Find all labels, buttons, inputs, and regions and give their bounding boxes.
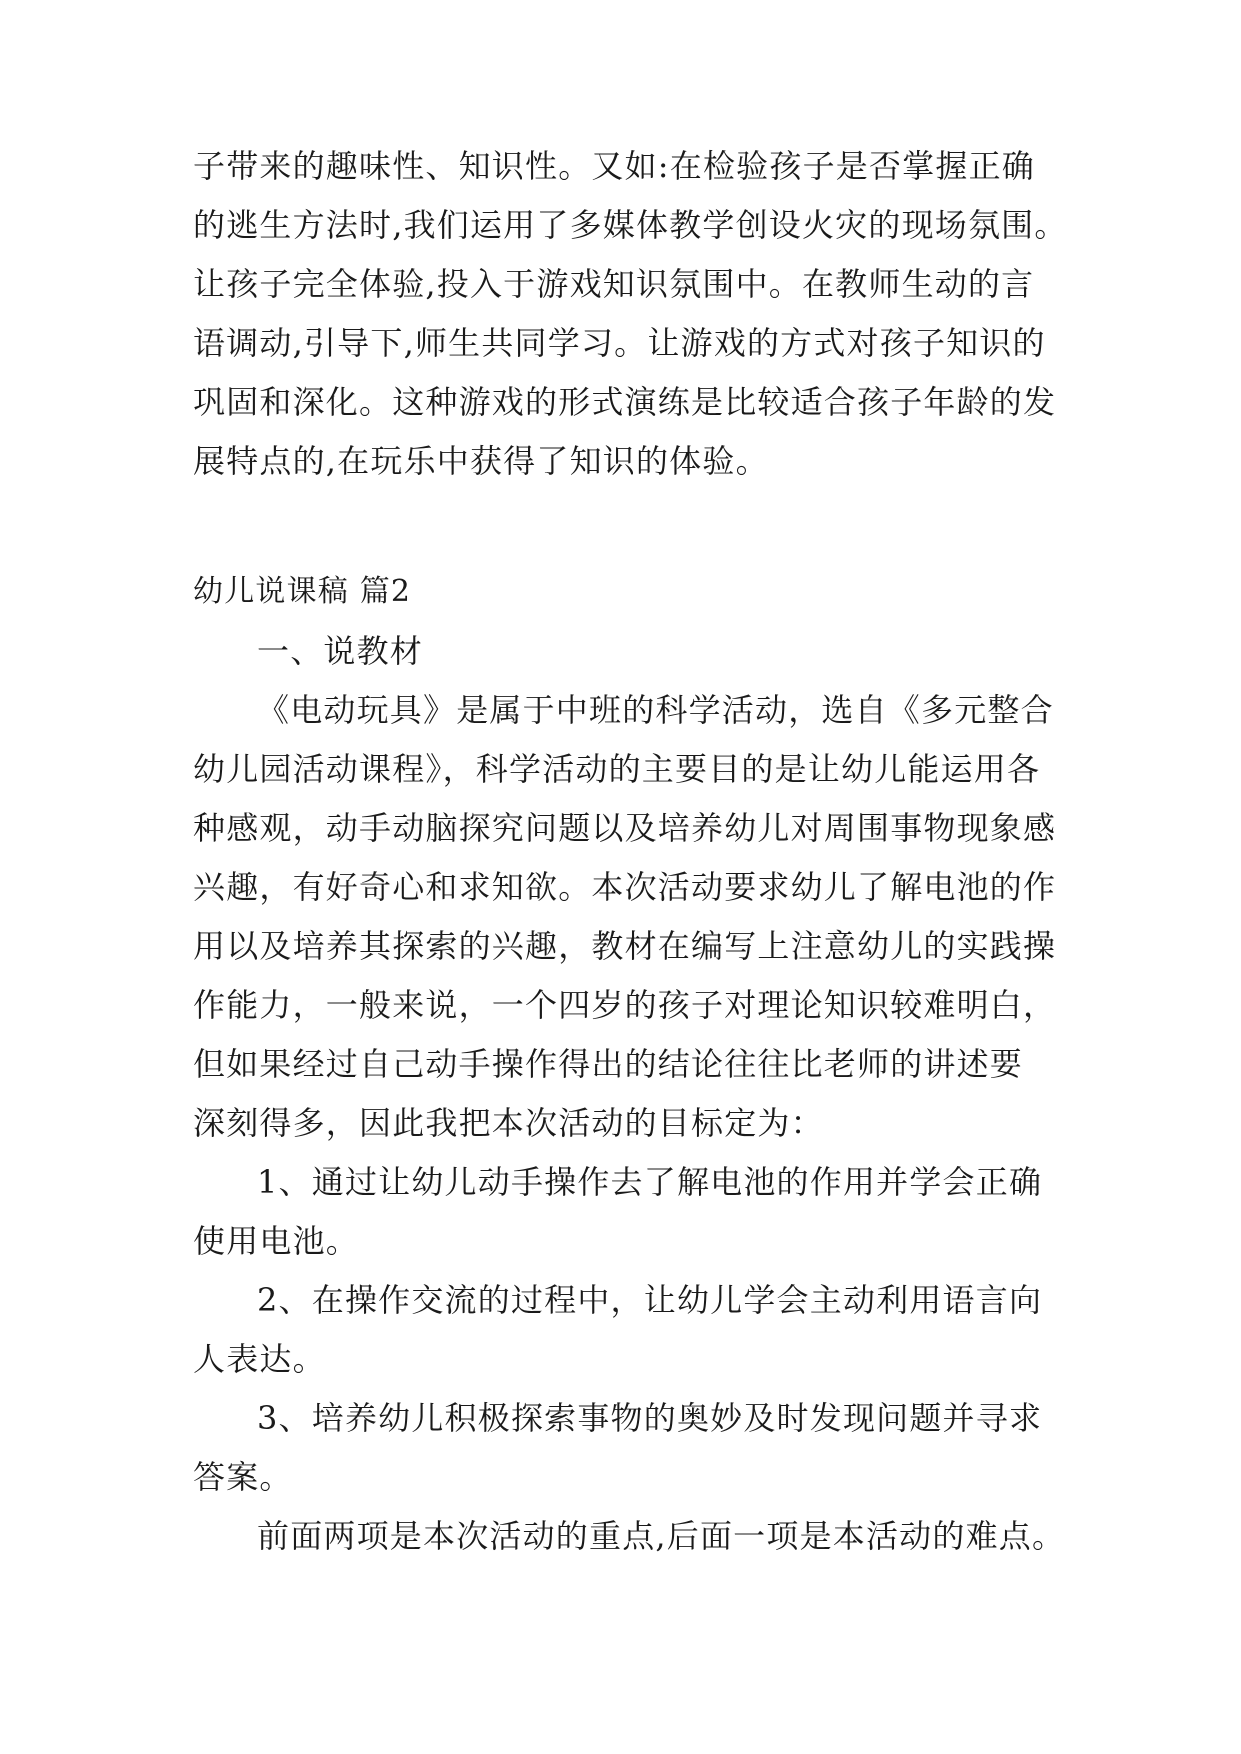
text-line: 用以及培养其探索的兴趣，教材在编写上注意幼儿的实践操 bbox=[193, 927, 1057, 965]
list-item: 1、通过让幼儿动手操作去了解电池的作用并学会正确 bbox=[257, 1163, 1043, 1201]
text-line: 种感观，动手动脑探究问题以及培养幼儿对周围事物现象感 bbox=[193, 809, 1057, 847]
text-line: 人表达。 bbox=[193, 1340, 326, 1378]
text-line: 前面两项是本次活动的重点,后面一项是本活动的难点。 bbox=[257, 1517, 1066, 1555]
text-line: 幼儿园活动课程》，科学活动的主要目的是让幼儿能运用各 bbox=[193, 750, 1041, 788]
text-line: 展特点的,在玩乐中获得了知识的体验。 bbox=[193, 442, 769, 480]
text-line: 子带来的趣味性、知识性。又如:在检验孩子是否掌握正确 bbox=[193, 147, 1035, 185]
text-line: 兴趣，有好奇心和求知欲。本次活动要求幼儿了解电池的作 bbox=[193, 868, 1057, 906]
text-line: 作能力，一般来说，一个四岁的孩子对理论知识较难明白， bbox=[193, 986, 1057, 1024]
text-line: 的逃生方法时,我们运用了多媒体教学创设火灾的现场氛围。 bbox=[193, 206, 1068, 244]
section-heading: 幼儿说课稿 篇2 bbox=[193, 574, 412, 609]
text-line: 让孩子完全体验,投入于游戏知识氛围中。在教师生动的言 bbox=[193, 265, 1035, 303]
text-line: 语调动,引导下,师生共同学习。让游戏的方式对孩子知识的 bbox=[193, 324, 1046, 362]
subheading: 一、说教材 bbox=[257, 632, 424, 670]
text-line: 答案。 bbox=[193, 1458, 293, 1496]
text-line: 但如果经过自己动手操作得出的结论往往比老师的讲述要 bbox=[193, 1045, 1024, 1083]
text-line: 使用电池。 bbox=[193, 1222, 360, 1260]
list-item: 3、培养幼儿积极探索事物的奥妙及时发现问题并寻求 bbox=[257, 1399, 1043, 1437]
list-item: 2、在操作交流的过程中，让幼儿学会主动利用语言向 bbox=[257, 1281, 1043, 1319]
text-line: 深刻得多，因此我把本次活动的目标定为： bbox=[193, 1104, 824, 1142]
text-line: 《电动玩具》是属于中班的科学活动，选自《多元整合 bbox=[257, 691, 1054, 729]
text-line: 巩固和深化。这种游戏的形式演练是比较适合孩子年龄的发 bbox=[193, 383, 1057, 421]
